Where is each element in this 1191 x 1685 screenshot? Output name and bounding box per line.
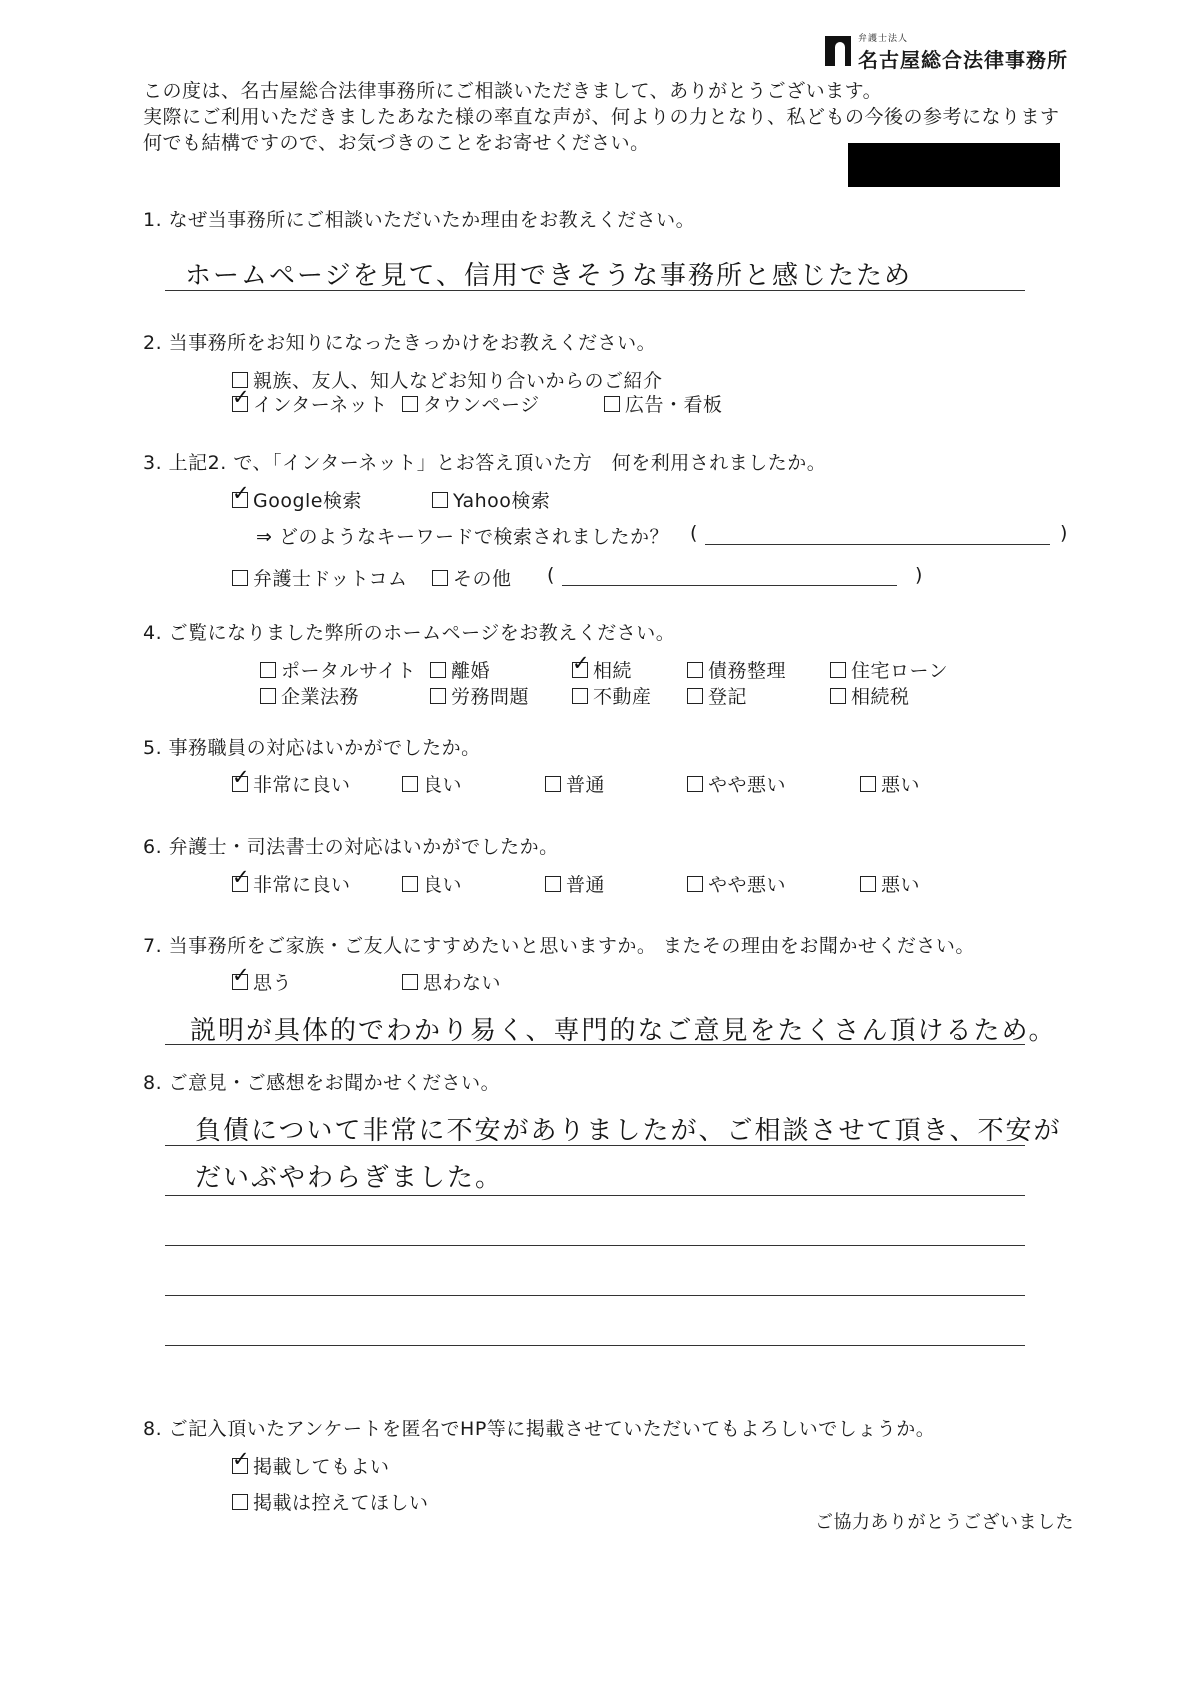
question-7: 7. 当事務所をご家族・ご友人にすすめたいと思いますか。 またその理由をお聞かせください。 (143, 935, 975, 957)
q7-option-yes[interactable] (232, 968, 292, 995)
checkbox[interactable] (260, 662, 276, 678)
keyword-paren-open: ( (690, 522, 698, 544)
checkbox-checked[interactable] (232, 396, 248, 412)
intro-line-3: 何でも結構ですので、お気づきのことをお寄せください。 (143, 132, 650, 154)
option-label: 良い (423, 874, 463, 896)
checkbox[interactable] (402, 396, 418, 412)
q6-option-good[interactable] (402, 870, 462, 897)
option-corporate[interactable] (260, 682, 359, 709)
option-ad[interactable] (604, 390, 723, 417)
checkbox[interactable] (232, 570, 248, 586)
q5-option-somewhat-bad[interactable] (687, 770, 786, 797)
option-yahoo[interactable] (432, 486, 550, 513)
option-mortgage[interactable] (830, 656, 948, 683)
checkbox[interactable] (687, 776, 703, 792)
checkbox[interactable] (545, 876, 561, 892)
option-label: 掲載は控えてほしい (253, 1492, 429, 1514)
option-label: ポータルサイト (281, 660, 417, 682)
checkbox[interactable] (545, 776, 561, 792)
question-5: 5. 事務職員の対応はいかがでしたか。 (143, 737, 481, 759)
question-8: 8. ご意見・ご感想をお聞かせください。 (143, 1072, 501, 1094)
thanks-message: ご協力ありがとうございました (815, 1512, 1074, 1533)
answer-8-line-2: だいぶやわらぎました。 (195, 1163, 504, 1193)
option-bengoshi[interactable] (232, 564, 407, 591)
checkbox-checked[interactable] (572, 662, 588, 678)
checkbox[interactable] (430, 688, 446, 704)
option-labor[interactable] (430, 682, 529, 709)
option-label: 思わない (423, 972, 502, 994)
option-label: 普通 (566, 774, 606, 796)
checkbox[interactable] (432, 570, 448, 586)
checkbox[interactable] (260, 688, 276, 704)
checkbox-checked[interactable] (232, 974, 248, 990)
option-label: 登記 (708, 686, 748, 708)
keyword-paren-close: ) (1060, 522, 1068, 544)
checkbox[interactable] (572, 688, 588, 704)
option-divorce[interactable] (430, 656, 490, 683)
option-label: 不動産 (593, 686, 652, 708)
option-portal[interactable] (260, 656, 416, 683)
checkbox[interactable] (402, 974, 418, 990)
option-relatives[interactable] (232, 366, 663, 393)
q5-option-good[interactable] (402, 770, 462, 797)
option-label: その他 (453, 568, 512, 590)
option-label: 良い (423, 774, 463, 796)
checkbox[interactable] (687, 876, 703, 892)
option-internet[interactable] (232, 390, 388, 417)
option-label: 非常に良い (253, 874, 351, 896)
option-label: 企業法務 (281, 686, 360, 708)
question-2: 2. 当事務所をお知りになったきっかけをお教えください。 (143, 332, 657, 354)
checkbox[interactable] (830, 688, 846, 704)
answer-8-line-1: 負債について非常に不安がありましたが、ご相談させて頂き、不安が (195, 1116, 1062, 1146)
checkbox[interactable] (860, 776, 876, 792)
option-label: 相続税 (851, 686, 910, 708)
option-label: 住宅ローン (851, 660, 949, 682)
firm-name: 名古屋総合法律事務所 (858, 48, 1068, 72)
option-debt[interactable] (687, 656, 786, 683)
q7-option-no[interactable] (402, 968, 501, 995)
option-inheritance-tax[interactable] (830, 682, 910, 709)
checkbox[interactable] (687, 662, 703, 678)
answer-1-line (165, 290, 1025, 291)
option-google[interactable] (232, 486, 362, 513)
option-label: Google検索 (253, 490, 363, 512)
keyword-prompt: ⇒ どのようなキーワードで検索されましたか？ (256, 526, 669, 548)
answer-8-rule-5 (165, 1345, 1025, 1346)
checkbox-checked[interactable] (232, 876, 248, 892)
redaction-block (848, 143, 1060, 187)
option-registration[interactable] (687, 682, 747, 709)
checkbox[interactable] (402, 876, 418, 892)
option-label: 思う (253, 972, 293, 994)
option-label: 普通 (566, 874, 606, 896)
q5-option-bad[interactable] (860, 770, 920, 797)
question-3: 3. 上記2. で、「インターネット」とお答え頂いた方 何を利用されましたか。 (143, 452, 827, 474)
option-label: 悪い (881, 774, 921, 796)
answer-1: ホームページを見て、信用できそうな事務所と感じたため (185, 261, 912, 291)
q6-option-normal[interactable] (545, 870, 605, 897)
checkbox[interactable] (687, 688, 703, 704)
checkbox-checked[interactable] (232, 1458, 248, 1474)
q5-option-normal[interactable] (545, 770, 605, 797)
option-label: 広告・看板 (625, 394, 723, 416)
option-realestate[interactable] (572, 682, 652, 709)
option-inheritance[interactable] (572, 656, 632, 683)
option-publish-ok[interactable] (232, 1452, 390, 1479)
option-label: 相続 (593, 660, 633, 682)
checkbox-checked[interactable] (232, 492, 248, 508)
checkbox[interactable] (430, 662, 446, 678)
question-1: 1. なぜ当事務所にご相談いただいたか理由をお教えください。 (143, 209, 696, 231)
option-label: 親族、友人、知人などお知り合いからのご紹介 (253, 370, 663, 392)
answer-7: 説明が具体的でわかり易く、専門的なご意見をたくさん頂けるため。 (190, 1016, 1057, 1046)
question-6: 6. 弁護士・司法書士の対応はいかがでしたか。 (143, 836, 559, 858)
option-label: 債務整理 (708, 660, 787, 682)
option-label: 非常に良い (253, 774, 351, 796)
option-townpage[interactable] (402, 390, 540, 417)
q6-option-bad[interactable] (860, 870, 920, 897)
option-other[interactable] (432, 564, 512, 591)
answer-8-rule-4 (165, 1295, 1025, 1296)
option-label: インターネット (253, 394, 388, 416)
option-label: Yahoo検索 (453, 490, 551, 512)
checkbox[interactable] (860, 876, 876, 892)
answer-8-rule-2 (165, 1195, 1025, 1196)
q6-option-very-good[interactable] (232, 870, 351, 897)
answer-8-rule-3 (165, 1245, 1025, 1246)
option-label: 悪い (881, 874, 921, 896)
question-4: 4. ご覧になりました弊所のホームページをお教えください。 (143, 622, 676, 644)
option-label: やや悪い (708, 774, 787, 796)
answer-8-rule-1 (165, 1145, 1025, 1146)
checkbox[interactable] (232, 1494, 248, 1510)
option-label: 労務問題 (451, 686, 530, 708)
option-label: 掲載してもよい (253, 1456, 390, 1478)
option-label: 離婚 (451, 660, 491, 682)
checkbox[interactable] (402, 776, 418, 792)
checkbox[interactable] (830, 662, 846, 678)
keyword-input[interactable] (705, 544, 1050, 545)
option-publish-no[interactable] (232, 1488, 429, 1515)
q5-option-very-good[interactable] (232, 770, 351, 797)
option-label: やや悪い (708, 874, 787, 896)
other-input[interactable] (562, 585, 897, 586)
intro-line-2: 実際にご利用いただきましたあなた様の率直な声が、何よりの力となり、私どもの今後の参考になります (143, 106, 1060, 128)
question-publish: 8. ご記入頂いたアンケートを匿名でHP等に掲載させていただいてもよろしいでしょうか。 (143, 1418, 936, 1440)
intro-line-1: この度は、名古屋総合法律事務所にご相談いただきまして、ありがとうございます。 (143, 80, 883, 102)
option-label: タウンページ (423, 394, 540, 416)
other-paren-close: ) (915, 564, 923, 586)
checkbox[interactable] (604, 396, 620, 412)
other-paren-open: ( (547, 564, 555, 586)
checkbox[interactable] (432, 492, 448, 508)
firm-logo-icon (825, 36, 851, 66)
checkbox-checked[interactable] (232, 776, 248, 792)
logo-subtitle: 弁護士法人 (858, 34, 909, 44)
option-label: 弁護士ドットコム (253, 568, 408, 590)
answer-7-line (165, 1044, 1025, 1045)
q6-option-somewhat-bad[interactable] (687, 870, 786, 897)
